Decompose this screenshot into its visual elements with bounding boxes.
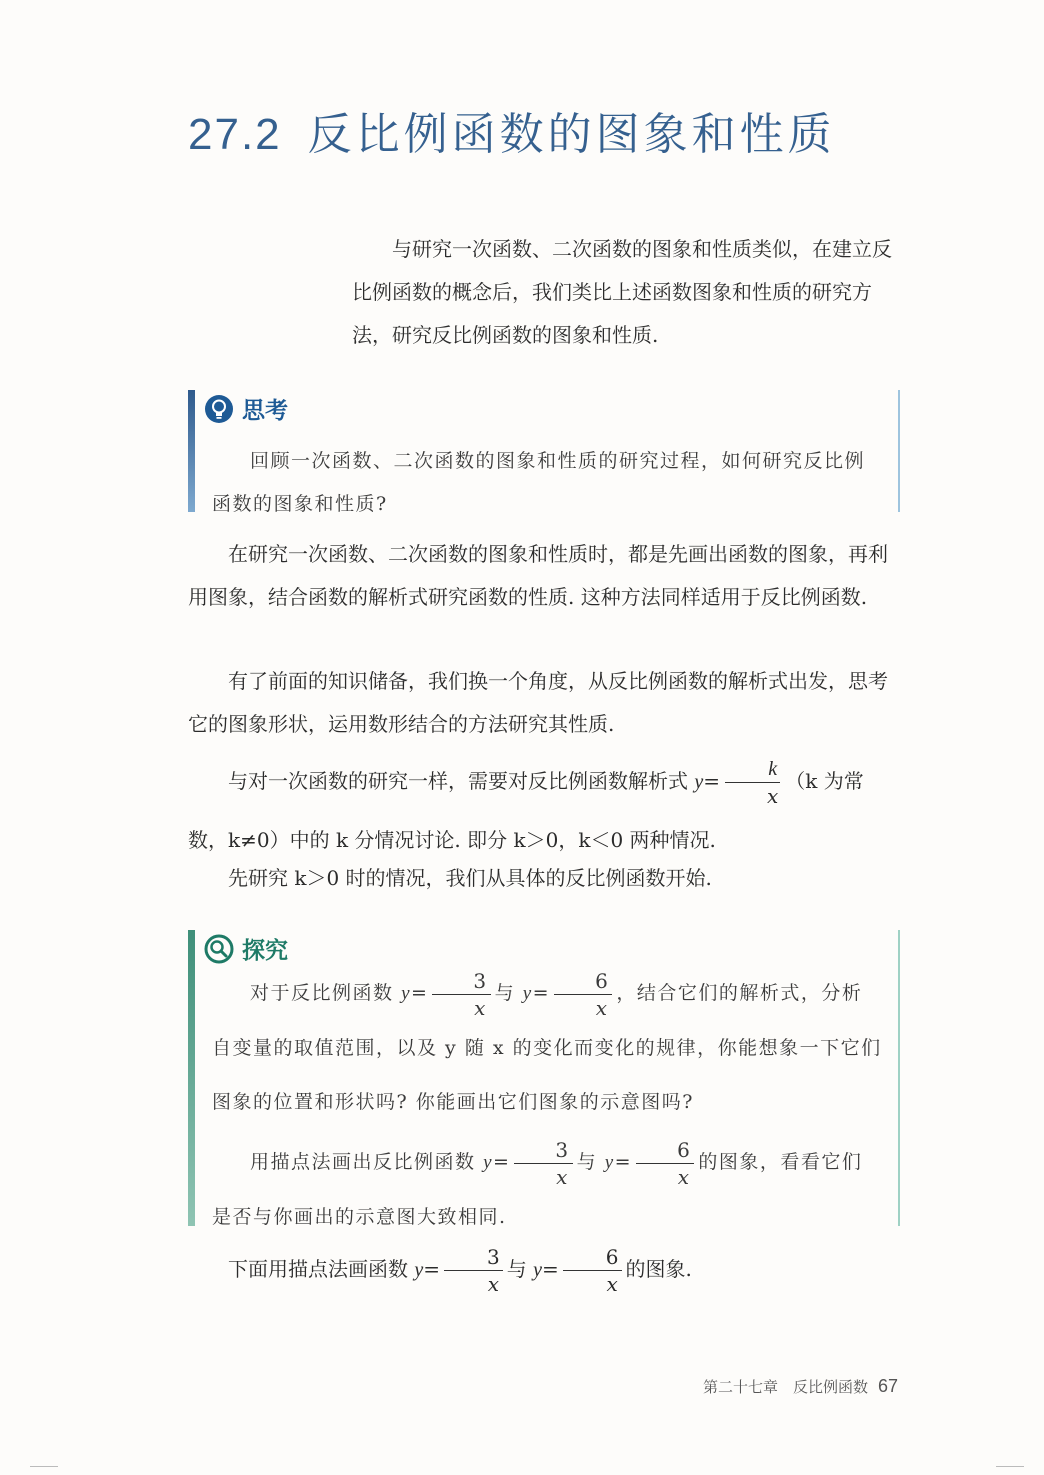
corner-mark-left	[30, 1466, 58, 1467]
explore-and: 与	[576, 1151, 598, 1173]
footer-chapter: 第二十七章 反比例函数	[702, 1378, 868, 1396]
math-eq: =	[703, 769, 721, 793]
think-box-bar	[188, 390, 195, 512]
para5-tail: 的图象.	[625, 1257, 692, 1281]
intro-text: 与研究一次函数、二次函数的图象和性质类似，在建立反比例函数的概念后，我们类比上述函数图象和性质的研究方法，研究反比例函数的图象和性质.	[352, 237, 892, 347]
paragraph-1	[188, 533, 902, 619]
math-eq: =	[532, 982, 551, 1004]
explore-body	[212, 966, 882, 1244]
paragraph-3	[188, 752, 902, 869]
para5-lead: 下面用描点法画函数	[228, 1257, 408, 1281]
fraction-6-over-x	[636, 1137, 694, 1189]
paragraph-2	[188, 660, 902, 746]
explore-p2-lead: 用描点法画出反比例函数	[250, 1151, 476, 1173]
math-y: y	[401, 983, 411, 1004]
fraction-denominator: x	[487, 1272, 500, 1296]
math-y: y	[694, 771, 704, 793]
math-y: y	[414, 1259, 424, 1281]
section-heading: 反比例函数的图象和性质	[307, 109, 836, 160]
math-eq: =	[493, 1151, 511, 1173]
fraction-numerator: 6	[636, 1140, 694, 1164]
explore-p2-tail: 的图象，看看它们是否与你画出的示意图大致相同.	[212, 1151, 863, 1228]
fraction-denominator: x	[767, 784, 779, 808]
page-number: 67	[877, 1376, 898, 1396]
math-eq: =	[411, 982, 429, 1004]
fraction-numerator: 6	[563, 1247, 622, 1271]
paragraph-2-text: 有了前面的知识储备，我们换一个角度，从反比例函数的解析式出发，思考它的图象形状，运用数形结合的方法研究其性质.	[188, 669, 888, 736]
math-eq: =	[614, 1151, 633, 1173]
magnifier-icon	[204, 934, 234, 964]
section-number: 27.2	[188, 110, 282, 159]
explore-p1-lead: 对于反比例函数	[250, 982, 394, 1004]
para3-tail: （k 为常数，k≠0）中的 k 分情况讨论. 即分 k＞0，k＜0 两种情况.	[188, 769, 864, 852]
think-header	[204, 392, 288, 425]
page-footer	[703, 1376, 898, 1397]
section-title	[188, 98, 836, 162]
fraction-denominator: x	[556, 1164, 569, 1189]
fraction-numerator: 3	[514, 1140, 572, 1164]
corner-mark-right	[996, 1466, 1024, 1467]
fraction-numerator: 3	[444, 1247, 503, 1271]
think-box-border	[898, 390, 900, 512]
think-label: 思考	[242, 398, 288, 424]
think-body	[212, 440, 882, 526]
math-y: y	[522, 983, 533, 1004]
para5-and: 与	[506, 1257, 527, 1281]
paragraph-4	[188, 857, 902, 900]
math-eq: =	[423, 1257, 441, 1281]
math-eq: =	[542, 1257, 559, 1281]
fraction-3-over-x	[432, 968, 490, 1020]
explore-label: 探究	[242, 938, 288, 964]
explore-paragraph-2	[212, 1135, 882, 1244]
think-text: 回顾一次函数、二次函数的图象和性质的研究过程，如何研究反比例函数的图象和性质?	[212, 450, 866, 515]
fraction-denominator: x	[677, 1164, 691, 1189]
explore-box-bar	[188, 930, 195, 1226]
paragraph-5-text	[188, 1240, 902, 1299]
para3-lead: 与对一次函数的研究一样，需要对反比例函数解析式	[228, 769, 688, 793]
fraction-numerator: 6	[554, 971, 612, 995]
fraction-numerator: k	[725, 759, 780, 783]
fraction-numerator: 3	[432, 971, 490, 995]
explore-and: 与	[494, 982, 516, 1004]
explore-header	[204, 932, 288, 965]
fraction-3-over-x	[444, 1247, 503, 1294]
math-y: y	[483, 1152, 493, 1173]
lightbulb-icon	[204, 394, 234, 424]
fraction-denominator: x	[474, 995, 487, 1020]
explore-p1-tail: ，结合它们的解析式，分析自变量的取值范围，以及 y 随 x 的变化而变化的规律，你能想象一下它们图象的位置和形状吗? 你能画出它们图象的示意图吗?	[212, 982, 882, 1113]
paragraph-1-text: 在研究一次函数、二次函数的图象和性质时，都是先画出函数的图象，再利用图象，结合函数的解析式研究函数的性质. 这种方法同样适用于反比例函数.	[188, 542, 888, 609]
fraction-6-over-x	[563, 1247, 622, 1294]
paragraph-5	[188, 1240, 902, 1299]
math-y: y	[604, 1152, 615, 1173]
fraction-k-over-x	[724, 759, 781, 806]
fraction-6-over-x	[554, 968, 612, 1020]
paragraph-4-text: 先研究 k＞0 时的情况，我们从具体的反比例函数开始.	[228, 866, 712, 890]
paragraph-3-text	[188, 752, 902, 869]
explore-box-border	[898, 930, 900, 1226]
fraction-denominator: x	[606, 1272, 618, 1296]
fraction-3-over-x	[514, 1137, 572, 1189]
fraction-denominator: x	[595, 995, 609, 1020]
intro-paragraph	[352, 228, 902, 357]
explore-paragraph-1	[212, 966, 882, 1129]
explore-box	[188, 930, 900, 1226]
think-box	[188, 390, 900, 515]
math-y: y	[533, 1259, 542, 1281]
